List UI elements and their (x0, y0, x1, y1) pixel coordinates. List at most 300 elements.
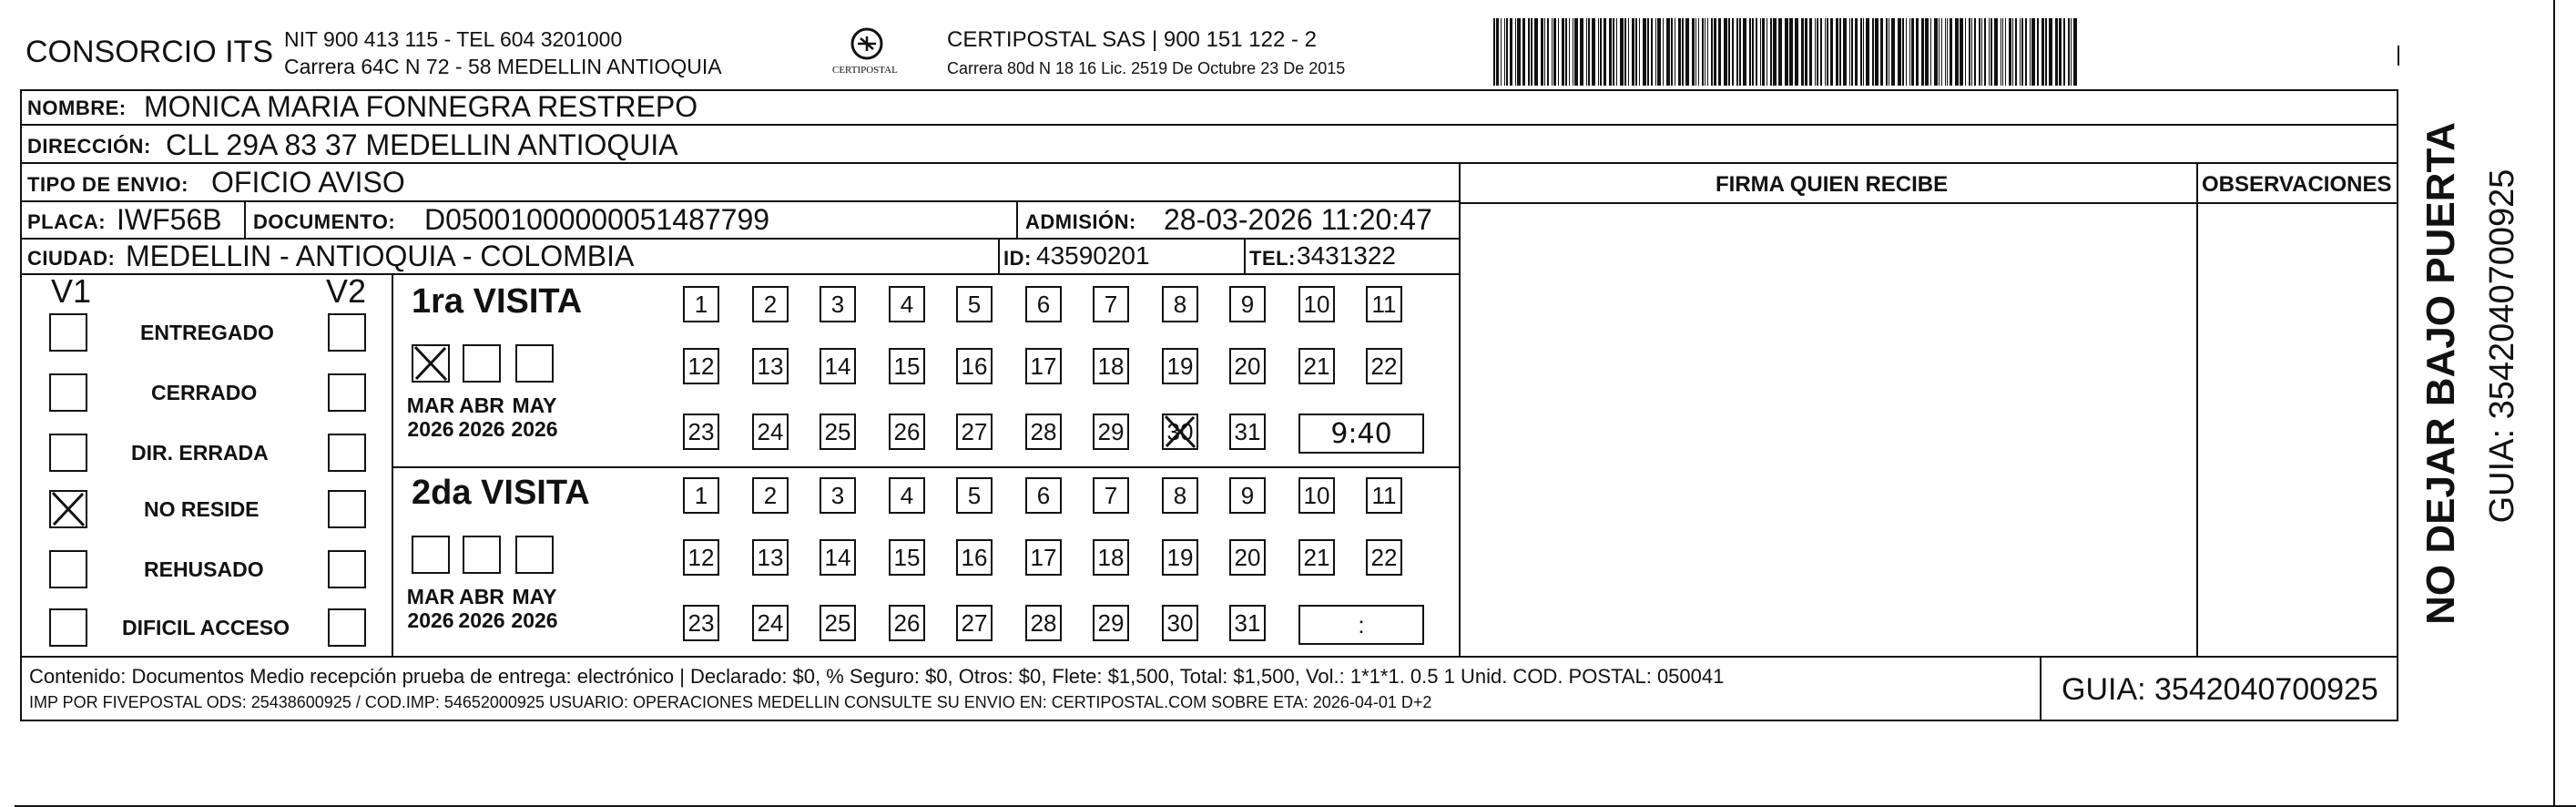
day-box[interactable]: 31 (1229, 605, 1266, 641)
barcode-bar (1510, 18, 1512, 86)
barcode-bar (1592, 18, 1595, 86)
barcode-bar (1939, 18, 1940, 86)
barcode-bar (1849, 18, 1850, 86)
day-box[interactable]: 26 (889, 414, 925, 450)
day-box[interactable]: 6 (1025, 477, 1062, 514)
barcode-bar (1613, 18, 1614, 86)
barcode-bar (2071, 18, 2072, 86)
barcode-bar (1628, 18, 1629, 86)
barcode-bar (1702, 18, 1704, 86)
column-divider (2040, 656, 2041, 721)
document-label: DOCUMENTO: (253, 210, 396, 233)
barcode-bar (1770, 18, 1772, 86)
day-box[interactable]: 20 (1229, 539, 1266, 576)
barcode-bar (1552, 18, 1553, 86)
tel-label: TEL: (1249, 247, 1296, 270)
barcode-bar (1921, 18, 1924, 86)
barcode-bar (2005, 18, 2006, 86)
day-box[interactable]: 10 (1298, 477, 1335, 514)
row-divider (20, 124, 2398, 126)
status-option-label: DIR. ERRADA (131, 441, 269, 465)
day-box[interactable]: 21 (1298, 539, 1335, 576)
day-box[interactable]: 23 (683, 414, 719, 450)
barcode-bar (1588, 18, 1590, 86)
barcode-bar (1517, 18, 1521, 86)
admission-label: ADMISIÓN: (1025, 210, 1136, 233)
day-box[interactable]: 6 (1025, 286, 1062, 322)
barcode-bar (1714, 18, 1716, 86)
barcode-bar (2021, 18, 2023, 86)
barcode-bar (2031, 18, 2035, 86)
barcode-bar (1743, 18, 1746, 86)
row-divider (20, 656, 2398, 658)
shipment-type: OFICIO AVISO (211, 166, 405, 199)
barcode-bar (1620, 18, 1624, 86)
barcode-bar (1974, 18, 1976, 86)
barcode-bar (1836, 18, 1838, 86)
barcode-bar (1906, 18, 1907, 86)
city-label: CIUDAD: (27, 247, 116, 270)
barcode-bar (1991, 18, 1992, 86)
barcode-bar (2059, 18, 2062, 86)
company-nit: NIT 900 413 115 - TEL 604 3201000 (284, 27, 623, 51)
barcode-bar (2055, 18, 2058, 86)
company-name: CONSORCIO ITS (25, 35, 274, 69)
day-box[interactable]: 2 (752, 286, 789, 322)
barcode-bar (1773, 18, 1777, 86)
barcode-bar (1886, 18, 1888, 86)
day-box[interactable]: 19 (1162, 348, 1198, 384)
day-box[interactable]: 28 (1025, 414, 1062, 450)
column-divider (244, 200, 246, 238)
barcode-bar (1941, 18, 1942, 86)
barcode-bar (1569, 18, 1570, 86)
day-box[interactable]: 11 (1366, 477, 1402, 514)
barcode-bar (2002, 18, 2003, 86)
footer-print-info: IMP POR FIVEPOSTAL ODS: 25438600925 / COD.IMP: 54652000925 USUARIO: OPERACIONES MEDELLIN CONSULTE SU ENVIO EN: CERTIPOSTAL.COM SOBRE ETA: 2026-04-01 D+2 (29, 693, 1432, 711)
v1-checkbox[interactable] (49, 373, 87, 412)
barcode-bar (1541, 18, 1543, 86)
month-checkbox[interactable] (515, 536, 554, 574)
barcode-bar (1663, 18, 1664, 86)
barcode-bar (1955, 18, 1959, 86)
id-label: ID: (1003, 247, 1032, 270)
footer-guia: GUIA: 3542040700925 (2062, 672, 2378, 707)
month-year-label (453, 585, 510, 633)
x-mark-icon (49, 490, 87, 528)
barcode-bar (1839, 18, 1841, 86)
recipient-name: MONICA MARIA FONNEGRA RESTREPO (144, 90, 698, 123)
day-box[interactable]: 7 (1093, 286, 1129, 322)
month-label: MAR (406, 585, 455, 608)
day-box[interactable]: 12 (683, 539, 719, 576)
barcode-bar (1651, 18, 1653, 86)
observations-label: OBSERVACIONES (2202, 172, 2392, 197)
barcode-bar (1843, 18, 1847, 86)
barcode-bar (1655, 18, 1656, 86)
month-checkbox[interactable] (463, 344, 501, 383)
side-warning: NO DEJAR BAJO PUERTA (2418, 122, 2463, 625)
barcode-bar (1531, 18, 1532, 86)
day-box[interactable]: 14 (820, 348, 856, 384)
recipient-address: CLL 29A 83 37 MEDELLIN ANTIOQUIA (166, 128, 678, 161)
barcode-bar (1657, 18, 1661, 86)
barcode-bar (1501, 18, 1502, 86)
barcode-bar (1586, 18, 1587, 86)
barcode-bar (1732, 18, 1734, 86)
column-divider (1244, 238, 1246, 273)
day-box[interactable]: 19 (1162, 539, 1198, 576)
side-guia: GUIA: 3542040700925 (2483, 169, 2521, 524)
logo-caption: CERTIPOSTAL (832, 65, 898, 76)
day-box[interactable]: 17 (1025, 348, 1062, 384)
x-mark-icon (1162, 414, 1198, 450)
day-box[interactable]: 31 (1229, 414, 1266, 450)
day-box[interactable]: 5 (956, 477, 993, 514)
barcode-bar (1875, 18, 1879, 86)
plate-label: PLACA: (27, 210, 107, 233)
barcode-bar (1682, 18, 1684, 86)
v2-checkbox[interactable] (328, 608, 366, 647)
year-label: 2026 (511, 608, 558, 633)
barcode-bar (1553, 18, 1556, 86)
name-label: NOMBRE: (27, 97, 127, 119)
barcode-bar (1762, 18, 1765, 86)
v2-checkbox[interactable] (328, 434, 366, 472)
v1-checkbox[interactable] (49, 313, 87, 352)
barcode-bar (1624, 18, 1626, 86)
barcode-bar (1778, 18, 1782, 86)
barcode-bar (1724, 18, 1727, 86)
month-checkbox[interactable] (515, 344, 554, 383)
barcode-bar (1534, 18, 1538, 86)
status-option-label: ENTREGADO (140, 321, 274, 344)
barcode-bar (1830, 18, 1833, 86)
day-box[interactable]: 29 (1093, 605, 1129, 641)
barcode-bar (1827, 18, 1828, 86)
barcode-bar (1863, 18, 1864, 86)
barcode-bar (1632, 18, 1634, 86)
day-box[interactable]: 1 (683, 286, 719, 322)
day-box[interactable]: 21 (1298, 348, 1335, 384)
month-checkbox[interactable] (412, 536, 450, 574)
day-box[interactable]: 16 (956, 348, 993, 384)
day-box[interactable]: 8 (1162, 477, 1198, 514)
barcode-bar (1616, 18, 1617, 86)
time-box[interactable]: : (1298, 605, 1424, 645)
day-box[interactable]: 22 (1366, 348, 1402, 384)
visit2-title: 2da VISITA (412, 474, 590, 512)
barcode (1493, 18, 2176, 86)
day-box[interactable]: 15 (889, 348, 925, 384)
barcode-bar (1666, 18, 1670, 86)
type-label: TIPO DE ENVIO: (27, 173, 188, 196)
barcode-bar (2073, 18, 2077, 86)
barcode-bar (1728, 18, 1730, 86)
barcode-bar (1902, 18, 1904, 86)
month-label: ABR (459, 585, 504, 608)
column-divider (1016, 200, 1018, 238)
barcode-bar (1994, 18, 1998, 86)
v1-checkbox[interactable] (49, 550, 87, 588)
day-box[interactable]: 18 (1093, 348, 1129, 384)
barcode-bar (1855, 18, 1858, 86)
month-year-label (402, 393, 459, 442)
month-label: MAY (512, 585, 557, 608)
signature-label: FIRMA QUIEN RECIBE (1716, 172, 1949, 197)
v1-checkbox[interactable] (49, 608, 87, 647)
plate-value: IWF56B (117, 203, 222, 236)
day-box[interactable]: 24 (752, 414, 789, 450)
barcode-bar (1544, 18, 1545, 86)
column-divider (392, 273, 393, 656)
barcode-bar (1851, 18, 1853, 86)
barcode-bar (1916, 18, 1919, 86)
row-divider (392, 466, 1459, 468)
v2-checkbox[interactable] (328, 373, 366, 412)
day-box[interactable]: 7 (1093, 477, 1129, 514)
address-label: DIRECCIÓN: (27, 135, 151, 158)
day-box[interactable]: 18 (1093, 539, 1129, 576)
day-box[interactable]: 24 (752, 605, 789, 641)
barcode-bar (1643, 18, 1646, 86)
barcode-bar (1989, 18, 1990, 86)
barcode-bar (1805, 18, 1807, 86)
month-year-label (453, 393, 510, 442)
day-box[interactable]: 13 (752, 348, 789, 384)
day-box[interactable]: 11 (1366, 286, 1402, 322)
barcode-bar (1981, 18, 1982, 86)
day-box[interactable]: 1 (683, 477, 719, 514)
id-value: 43590201 (1036, 241, 1150, 270)
city-value: MEDELLIN - ANTIOQUIA - COLOMBIA (126, 240, 635, 272)
barcode-bar (1695, 18, 1696, 86)
day-box[interactable]: 29 (1093, 414, 1129, 450)
year-label: 2026 (407, 417, 454, 442)
document-value: D05001000000051487799 (424, 203, 770, 236)
barcode-bar (1598, 18, 1599, 86)
barcode-bar (2012, 18, 2013, 86)
barcode-bar (2063, 18, 2065, 86)
time-box[interactable]: 9:40 (1298, 414, 1424, 454)
barcode-bar (1898, 18, 1901, 86)
barcode-bar (1911, 18, 1914, 86)
barcode-bar (2037, 18, 2039, 86)
day-box[interactable]: 3 (820, 286, 856, 322)
day-box[interactable]: 23 (683, 605, 719, 641)
barcode-bar (2025, 18, 2027, 86)
barcode-bar (1736, 18, 1738, 86)
day-box[interactable]: 14 (820, 539, 856, 576)
barcode-bar (2030, 18, 2031, 86)
barcode-bar (1504, 18, 1505, 86)
day-box[interactable]: 25 (820, 414, 856, 450)
day-box[interactable]: 27 (956, 414, 993, 450)
month-label: ABR (459, 393, 504, 417)
carrier-address: Carrera 80d N 18 16 Lic. 2519 De Octubre 23 De 2015 (947, 59, 1346, 77)
column-divider (998, 238, 1000, 273)
column-divider (1459, 162, 1461, 656)
barcode-bar (2068, 18, 2070, 86)
day-box[interactable]: 4 (889, 477, 925, 514)
barcode-bar (1860, 18, 1862, 86)
barcode-bar (2045, 18, 2047, 86)
day-box[interactable]: 27 (956, 605, 993, 641)
barcode-bar (1820, 18, 1822, 86)
month-year-label (402, 585, 459, 633)
year-label: 2026 (458, 608, 505, 633)
barcode-bar (1817, 18, 1818, 86)
day-box[interactable]: 28 (1025, 605, 1062, 641)
barcode-bar (1639, 18, 1640, 86)
barcode-bar (1752, 18, 1754, 86)
barcode-bar (1825, 18, 1826, 86)
day-box[interactable]: 8 (1162, 286, 1198, 322)
barcode-bar (1600, 18, 1602, 86)
barcode-bar (1522, 18, 1525, 86)
day-box[interactable]: 12 (683, 348, 719, 384)
day-box[interactable]: 13 (752, 539, 789, 576)
barcode-bar (1685, 18, 1689, 86)
barcode-bar (1785, 18, 1788, 86)
month-checkbox[interactable] (463, 536, 501, 574)
barcode-bar (1506, 18, 1508, 86)
status-option-label: REHUSADO (144, 557, 264, 581)
day-box[interactable]: 9 (1229, 286, 1266, 322)
barcode-bar (1565, 18, 1567, 86)
x-mark-icon (412, 344, 450, 383)
barcode-bar (1815, 18, 1816, 86)
day-box[interactable]: 22 (1366, 539, 1402, 576)
day-box[interactable]: 26 (889, 605, 925, 641)
barcode-bar (1739, 18, 1741, 86)
day-box[interactable]: 20 (1229, 348, 1266, 384)
month-year-label (506, 585, 563, 633)
year-label: 2026 (511, 417, 558, 442)
barcode-bar (1749, 18, 1751, 86)
status-option-label: NO RESIDE (144, 497, 260, 521)
status-option-label: CERRADO (151, 381, 258, 404)
barcode-bar (1760, 18, 1761, 86)
month-year-label (506, 393, 563, 442)
row-divider (1459, 202, 2398, 204)
barcode-bar (1979, 18, 1980, 86)
carrier-name: CERTIPOSTAL SAS | 900 151 122 - 2 (947, 27, 1317, 52)
day-box[interactable]: 25 (820, 605, 856, 641)
barcode-bar (1647, 18, 1649, 86)
barcode-bar (1789, 18, 1793, 86)
barcode-bar (1493, 18, 1495, 86)
barcode-bar (2049, 18, 2052, 86)
barcode-bar (1678, 18, 1681, 86)
day-box[interactable]: 30 (1162, 605, 1198, 641)
tick-mark (2398, 46, 2399, 66)
barcode-bar (1528, 18, 1530, 86)
day-box[interactable]: 3 (820, 477, 856, 514)
barcode-bar (1971, 18, 1972, 86)
barcode-bar (1698, 18, 1699, 86)
barcode-bar (1801, 18, 1804, 86)
day-box[interactable]: 16 (956, 539, 993, 576)
admission-value: 28-03-2026 11:20:47 (1164, 203, 1432, 236)
barcode-bar (1718, 18, 1721, 86)
visit1-title: 1ra VISITA (412, 282, 583, 321)
barcode-bar (1795, 18, 1798, 86)
v2-checkbox[interactable] (328, 490, 366, 528)
barcode-bar (1925, 18, 1929, 86)
barcode-bar (1515, 18, 1516, 86)
status-option-label: DIFICIL ACCESO (122, 616, 290, 639)
barcode-bar (1984, 18, 1986, 86)
tel-value: 3431322 (1297, 241, 1397, 270)
barcode-bar (1880, 18, 1883, 86)
year-label: 2026 (407, 608, 454, 633)
barcode-bar (1969, 18, 1970, 86)
barcode-bar (1930, 18, 1931, 86)
barcode-bar (2009, 18, 2011, 86)
barcode-bar (1635, 18, 1637, 86)
barcode-bar (1945, 18, 1946, 86)
column-divider (2196, 162, 2198, 656)
barcode-bar (1671, 18, 1673, 86)
barcode-bar (1947, 18, 1948, 86)
day-box[interactable]: 4 (889, 286, 925, 322)
barcode-bar (1574, 18, 1578, 86)
row-divider (20, 273, 1459, 275)
barcode-bar (1960, 18, 1963, 86)
day-box[interactable]: 2 (752, 477, 789, 514)
barcode-bar (1711, 18, 1713, 86)
barcode-bar (1609, 18, 1612, 86)
barcode-bar (1872, 18, 1874, 86)
day-box[interactable]: 15 (889, 539, 925, 576)
day-box[interactable]: 17 (1025, 539, 1062, 576)
v2-checkbox[interactable] (328, 313, 366, 352)
certipostal-logo (830, 26, 903, 82)
barcode-bar (1756, 18, 1757, 86)
barcode-bar (1809, 18, 1812, 86)
barcode-bar (1496, 18, 1499, 86)
barcode-bar (1909, 18, 1910, 86)
barcode-bar (1965, 18, 1966, 86)
barcode-bar (1891, 18, 1895, 86)
barcode-bar (1866, 18, 1869, 86)
v2-checkbox[interactable] (328, 550, 366, 588)
barcode-bar (1604, 18, 1606, 86)
barcode-bar (1707, 18, 1708, 86)
barcode-bar (2020, 18, 2021, 86)
v1-label: V1 (51, 272, 92, 310)
v1-checkbox[interactable] (49, 434, 87, 472)
barcode-bar (2015, 18, 2017, 86)
day-box[interactable]: 9 (1229, 477, 1266, 514)
barcode-bar (1547, 18, 1549, 86)
footer-contents: Contenido: Documentos Medio recepción prueba de entrega: electrónico | Declarado: $0, % Seguro: $0, Otros: $0, Flete: $1,500, Total: $1,500, Vol.: 1*1*1. 0.5 1 Unid. COD. POSTAL: 050041 (29, 665, 1725, 688)
day-box[interactable]: 10 (1298, 286, 1335, 322)
month-label: MAR (406, 393, 455, 417)
barcode-bar (1692, 18, 1695, 86)
day-box[interactable]: 5 (956, 286, 993, 322)
barcode-bar (1950, 18, 1952, 86)
barcode-bar (1580, 18, 1583, 86)
row-divider (20, 162, 2398, 164)
year-label: 2026 (458, 417, 505, 442)
row-divider (20, 200, 1459, 202)
barcode-bar (1558, 18, 1559, 86)
right-border (2553, 0, 2555, 807)
barcode-bar (1562, 18, 1564, 86)
day-box[interactable]: 30 (1162, 414, 1198, 450)
